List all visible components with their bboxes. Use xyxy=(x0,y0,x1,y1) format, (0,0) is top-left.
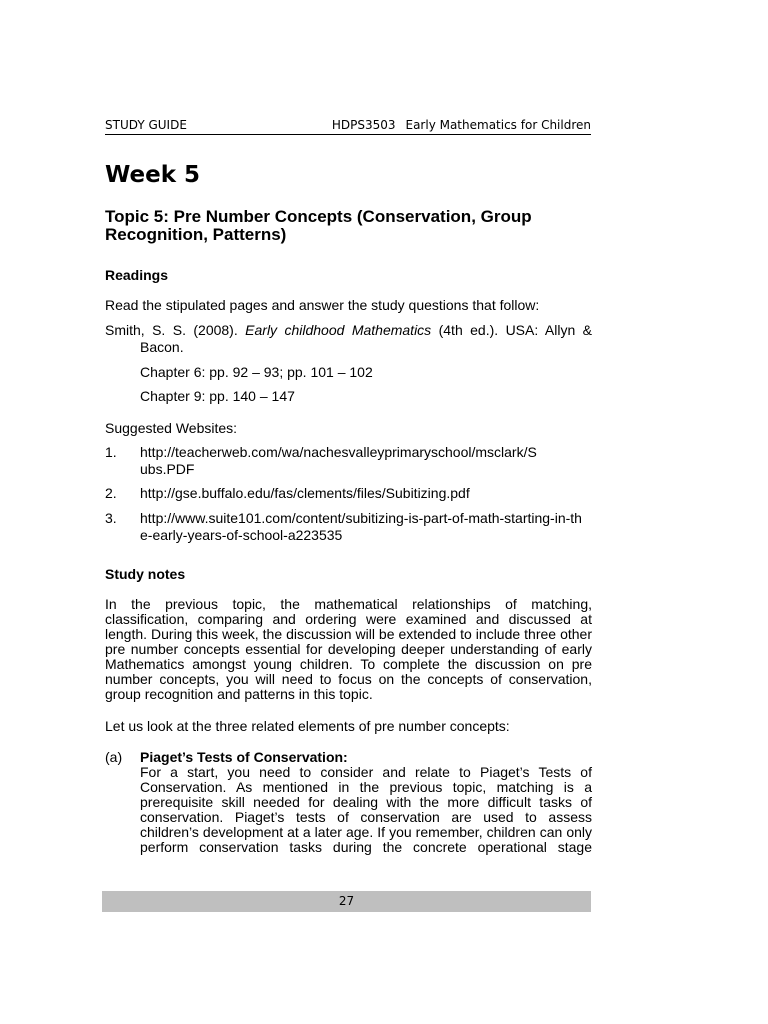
websites-label: Suggested Websites: xyxy=(105,420,238,436)
header-study-guide: STUDY GUIDE xyxy=(105,118,187,132)
study-notes-lead-in: Let us look at the three related elements of pre number concepts: xyxy=(105,718,510,734)
website-link[interactable]: http://teacherweb.com/wa/nachesvalleyprimaryschool/msclark/Subs.PDF xyxy=(140,444,537,477)
reference-title: Early childhood Mathematics xyxy=(245,322,432,338)
subsection-heading: Piaget’s Tests of Conservation: xyxy=(140,749,348,765)
website-number: 1. xyxy=(105,444,117,460)
readings-heading: Readings xyxy=(105,267,169,283)
header-course-code: HDPS3503 xyxy=(331,118,396,132)
running-header xyxy=(105,117,591,135)
header-course xyxy=(332,117,591,133)
header-course-title: Early Mathematics for Children xyxy=(405,118,591,132)
study-notes-paragraph: In the previous topic, the mathematical relationships of matching, classification, comparing and ordering were examined and discussed at length. During this week, the discussion will be extended to include three other pre number concepts essential for developing deeper understanding of early Mathematics amongst young children. To complete the discussion on pre number concepts, you will need to focus on the concepts of conservation, group recognition and patterns in this topic. xyxy=(105,596,592,702)
website-link[interactable]: http://www.suite101.com/content/subitizing-is-part-of-math-starting-in-the-early-years-of-school-a223535 xyxy=(140,510,582,543)
website-number: 3. xyxy=(105,510,117,526)
subsection-body: For a start, you need to consider and relate to Piaget’s Tests of Conservation. As mentioned in the previous topic, matching is a prerequisite skill needed for dealing with the more difficult tasks of conservation. Piaget’s tests of conservation are used to assess children’s development at a later age. If you remember, children can only perform conservation tasks during the concrete operational stage xyxy=(140,764,592,855)
chapter-item: Chapter 9: pp. 140 – 147 xyxy=(140,388,295,404)
week-title: Week 5 xyxy=(105,162,201,188)
page-footer xyxy=(102,891,591,912)
reference-author: Smith, S. S. (2008). xyxy=(105,322,246,338)
topic-title: Topic 5: Pre Number Concepts (Conservation, Group Recognition, Patterns) xyxy=(105,207,532,244)
study-notes-heading: Study notes xyxy=(105,566,186,582)
chapter-item: Chapter 6: pp. 92 – 93; pp. 101 – 102 xyxy=(140,364,373,380)
subsection-marker: (a) xyxy=(105,749,123,765)
reading-reference xyxy=(105,322,592,356)
readings-intro: Read the stipulated pages and answer the study questions that follow: xyxy=(105,297,540,313)
website-link[interactable]: http://gse.buffalo.edu/fas/clements/files/Subitizing.pdf xyxy=(140,485,470,501)
page-number: 27 xyxy=(338,894,355,908)
reference-publisher: (4th ed.). USA: Allyn & Bacon. xyxy=(140,322,592,355)
website-number: 2. xyxy=(105,485,117,501)
